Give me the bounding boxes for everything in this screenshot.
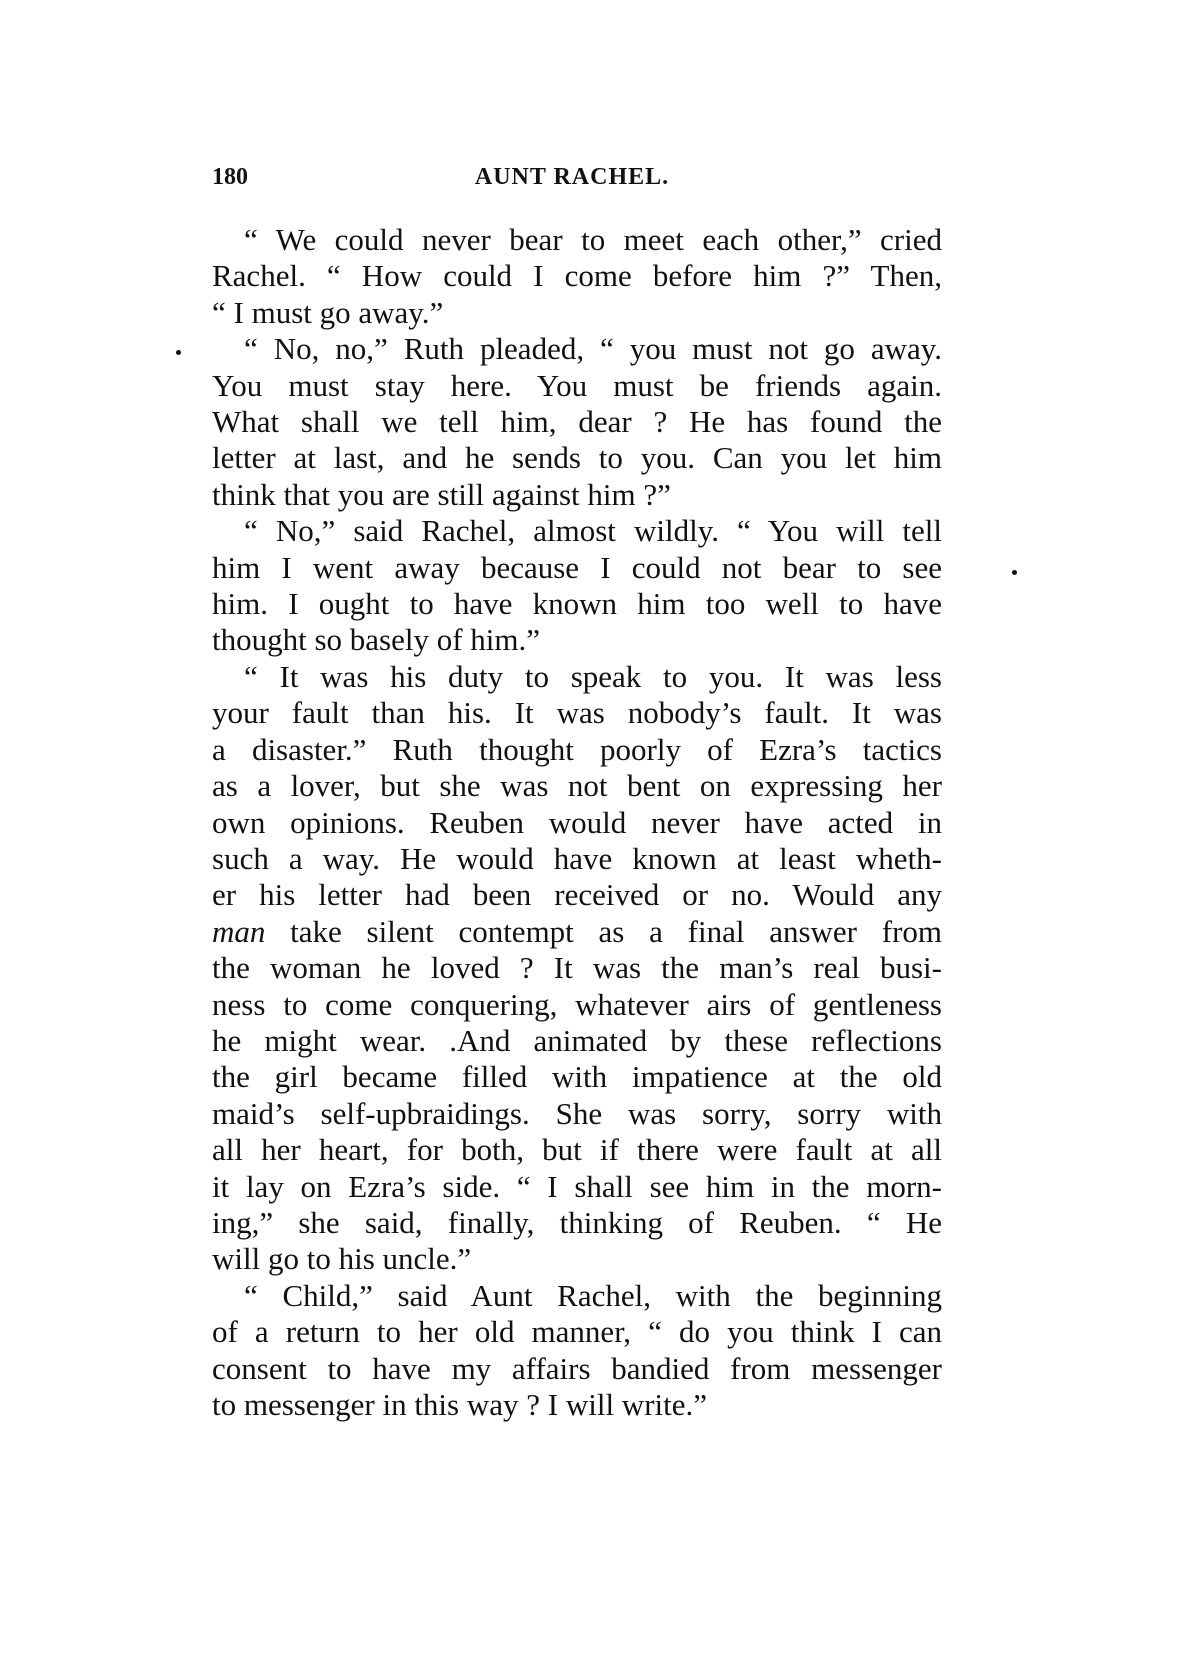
- text-line: Rachel. “ How could I come before him ?” Then,: [212, 258, 942, 294]
- text-line: ness to come conquering, whatever airs of gentleness: [212, 986, 942, 1022]
- page-number: 180: [212, 164, 248, 190]
- text-line: think that you are still against him ?”: [212, 476, 671, 512]
- text-line: your fault than his. It was nobody’s fault. It was: [212, 695, 942, 731]
- text-line: will go to his uncle.”: [212, 1241, 472, 1277]
- emphasized-word: man: [212, 913, 266, 949]
- text-line: as a lover, but she was not bent on expressing her: [212, 768, 942, 804]
- text-line: letter at last, and he sends to you. Can you let him: [212, 440, 942, 476]
- text-line: him I went away because I could not bear to see: [212, 549, 942, 585]
- text-line: thought so basely of him.”: [212, 622, 541, 658]
- text-line: [212, 914, 942, 950]
- text-line: You must stay here. You must be friends again.: [212, 367, 942, 403]
- text-line: What shall we tell him, dear ? He has found the: [212, 404, 942, 440]
- text-line: “ Child,” said Aunt Rachel, with the beginning: [244, 1277, 942, 1313]
- text-line: “ No,” said Rachel, almost wildly. “ You will tell: [244, 513, 942, 549]
- ink-speck: [176, 350, 181, 355]
- text-line: “ No, no,” Ruth pleaded, “ you must not go away.: [244, 331, 942, 367]
- text-line: a disaster.” Ruth thought poorly of Ezra’s tactics: [212, 731, 942, 767]
- body-text: [212, 222, 942, 1423]
- text-line: all her heart, for both, but if there were fault at all: [212, 1132, 942, 1168]
- text-line: he might wear. .And animated by these reflections: [212, 1022, 942, 1058]
- text-line: him. I ought to have known him too well to have: [212, 586, 942, 622]
- text-line: “ It was his duty to speak to you. It was less: [244, 658, 942, 694]
- text-line: it lay on Ezra’s side. “ I shall see him in the morn-: [212, 1168, 942, 1204]
- text-line: “ We could never bear to meet each other,” cried: [244, 222, 942, 257]
- ink-speck: [1012, 570, 1017, 575]
- text-line: such a way. He would have known at least wheth-: [212, 840, 942, 876]
- text-line: maid’s self-upbraidings. She was sorry, sorry with: [212, 1095, 942, 1131]
- text-line: own opinions. Reuben would never have acted in: [212, 804, 942, 840]
- text-line: the girl became filled with impatience at the old: [212, 1059, 942, 1095]
- text-line: consent to have my affairs bandied from messenger: [212, 1350, 942, 1386]
- text-line: to messenger in this way ? I will write.”: [212, 1387, 708, 1422]
- page-header: [212, 164, 932, 200]
- text-line: the woman he loved ? It was the man’s real busi-: [212, 950, 942, 986]
- text-line: “ I must go away.”: [212, 294, 444, 330]
- text-line: er his letter had been received or no. Would any: [212, 877, 942, 913]
- text-line: ing,” she said, finally, thinking of Reuben. “ He: [212, 1204, 942, 1240]
- running-head: AUNT RACHEL.: [474, 164, 670, 190]
- text-line: of a return to her old manner, “ do you think I can: [212, 1314, 942, 1350]
- text-run: take silent contempt as a final answer from: [265, 913, 942, 949]
